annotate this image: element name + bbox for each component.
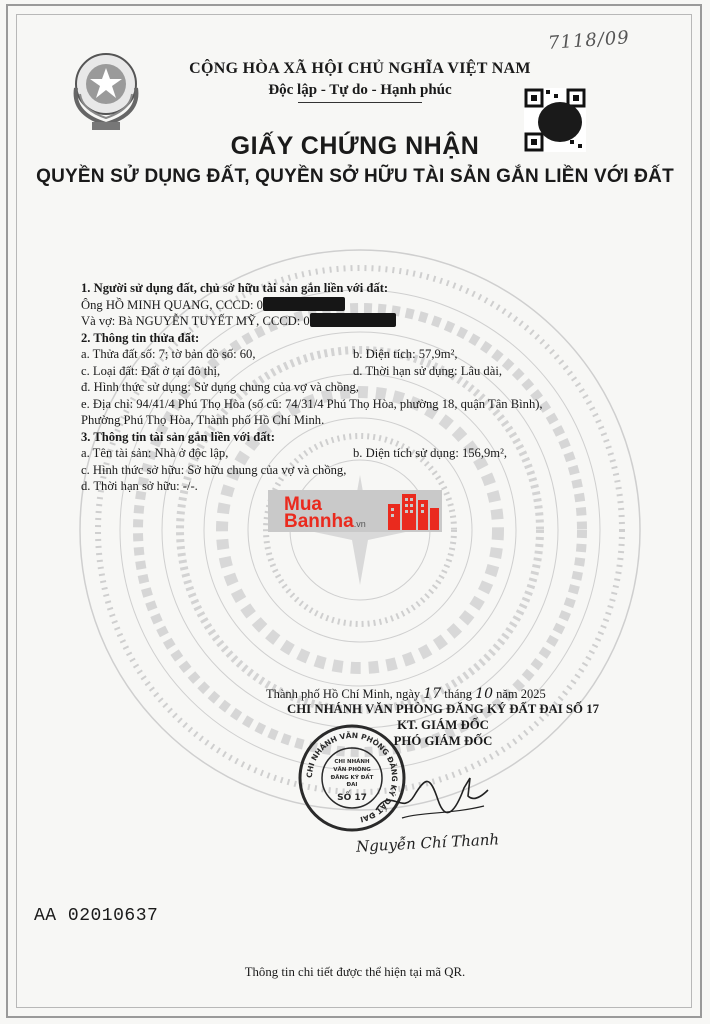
land-row-ab (81, 346, 621, 363)
certificate-subtitle: QUYỀN SỬ DỤNG ĐẤT, QUYỀN SỞ HỮU TÀI SẢN GẮN LIỀN VỚI ĐẤT (36, 166, 674, 187)
certificate-body (81, 280, 621, 495)
land-address-line2: Phường Phú Thọ Hòa, Thành phố Hồ Chí Minh. (81, 413, 325, 427)
land-address-line1: e. Địa chỉ: 94/41/4 Phú Thọ Hòa (số cũ: 74/31/4 Phú Thọ Hòa, phường 18, quận Tân Bình), (81, 396, 543, 411)
land-type: c. Loại đất: Đất ở tại đô thị, (81, 363, 221, 378)
stamp-center-3: ĐĂNG KÝ ĐẤT (330, 775, 374, 781)
stamp-center-1: CHI NHÁNH (334, 759, 370, 765)
land-parcel-number: a. Thửa đất số: 7; tờ bản đồ số: 60, (81, 347, 256, 361)
place-date (266, 686, 546, 702)
stamp-center-2: VĂN PHÒNG (333, 767, 371, 773)
motto-underline (298, 102, 422, 103)
sign-year: năm 2025 (496, 687, 546, 701)
watermark-line1: Mua (284, 494, 322, 515)
deputy-director: PHÓ GIÁM ĐỐC (393, 734, 493, 748)
serial-number: AA 02010637 (34, 906, 159, 926)
kt-director: KT. GIÁM ĐỐC (397, 718, 489, 732)
land-use-form: đ. Hình thức sử dụng: Sử dụng chung của vợ và chồng, (81, 380, 359, 394)
qr-footer-note: Thông tin chi tiết được thể hiện tại mã QR. (244, 965, 466, 979)
asset-floor-area: b. Diện tích sử dụng: 156,9m², (353, 446, 508, 460)
asset-name: a. Tên tài sản: Nhà ở độc lập, (81, 446, 229, 460)
asset-ownership-form: c. Hình thức sở hữu: Sở hữu chung của vợ và chồng, (81, 462, 347, 477)
spouse-text: Và vợ: Bà NGUYỄN TUYẾT MỸ, CCCD: 0 (81, 314, 310, 328)
handwritten-number: 7118/09 (547, 27, 631, 54)
spouse-line (81, 313, 621, 330)
asset-ownership-term: d. Thời hạn sở hữu: -/-. (81, 479, 198, 493)
land-area: b. Diện tích: 57,9m², (353, 347, 458, 361)
land-term: d. Thời hạn sử dụng: Lâu dài, (353, 363, 502, 378)
issuing-office: CHI NHÁNH VĂN PHÒNG ĐĂNG KÝ ĐẤT ĐAI SỐ 17 (286, 702, 599, 716)
section-1-heading: 1. Người sử dụng đất, chủ sở hữu tài sản gắn liền với đất: (81, 281, 389, 295)
redacted-id-spouse (310, 313, 396, 327)
sign-month: 10 (475, 686, 493, 702)
stamp-number: SỐ 17 (337, 793, 367, 803)
certificate-title: GIẤY CHỨNG NHẬN (230, 132, 480, 160)
watermark-line2: Bannha (284, 511, 354, 532)
place-prefix: Thành phố Hồ Chí Minh, ngày (266, 687, 421, 701)
stamp-center-4: ĐAI (346, 782, 358, 788)
land-row-cd (81, 363, 621, 380)
section-3-heading: 3. Thông tin tài sản gắn liền với đất: (81, 429, 275, 444)
redacted-id-owner (263, 297, 345, 311)
building-icon (386, 492, 440, 530)
signature-scribble (372, 766, 492, 826)
sign-day: 17 (423, 686, 442, 702)
section-2-heading: 2. Thông tin thửa đất: (81, 330, 200, 345)
country-name: CỘNG HÒA XÃ HỘI CHỦ NGHĨA VIỆT NAM (189, 60, 531, 77)
owner-text: Ông HỒ MINH QUANG, CCCD: 0 (81, 297, 263, 312)
month-word: tháng (444, 687, 473, 701)
owner-line (81, 297, 621, 314)
watermark-logo (284, 496, 366, 533)
national-emblem-icon (62, 44, 150, 136)
national-motto: Độc lập - Tự do - Hạnh phúc (268, 82, 452, 98)
stamp-ring-text: CHI NHÁNH VĂN PHÒNG ĐĂNG KÝ ĐẤT ĐAI (304, 730, 400, 825)
watermark-suffix: .vn (353, 519, 366, 529)
signer-name: Nguyễn Chí Thanh (355, 830, 500, 856)
asset-row-ab (81, 445, 621, 462)
